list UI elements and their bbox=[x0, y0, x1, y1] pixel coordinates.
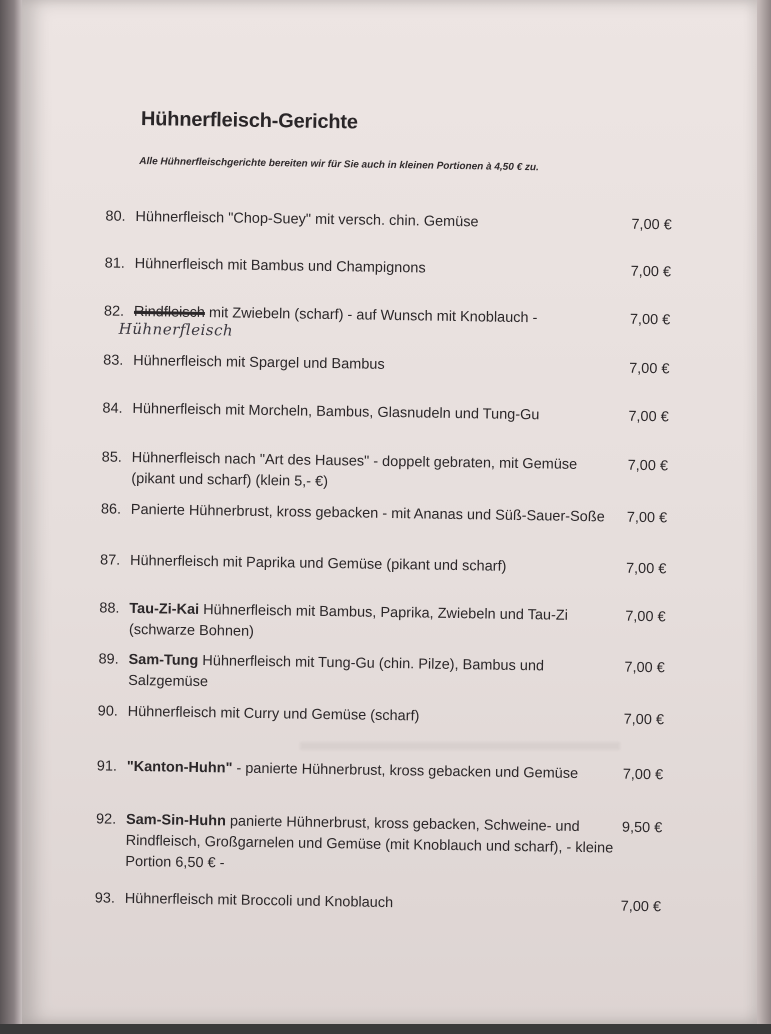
menu-item-84 bbox=[102, 398, 703, 426]
item-description bbox=[132, 399, 624, 428]
item-description bbox=[135, 254, 627, 283]
item-name-bold: "Kanton-Huhn" bbox=[126, 758, 233, 777]
item-name: Panierte Hühnerbrust, kross gebacken - mit Ananas und Süß-Sauer-Soße bbox=[130, 501, 605, 526]
item-description bbox=[130, 551, 622, 580]
item-number: 87. bbox=[99, 552, 121, 569]
item-name: Hühnerfleisch mit Morcheln, Bambus, Glasnudeln und Tung-Gu bbox=[132, 400, 540, 424]
item-name: Hühnerfleisch mit Broccoli und Knoblauch bbox=[124, 890, 394, 912]
item-name: Hühnerfleisch mit Bambus und Champignons bbox=[134, 255, 426, 277]
section-title: Hühnerfleisch-Gerichte bbox=[140, 108, 358, 134]
handwritten-correction: Hühnerfleisch bbox=[118, 319, 234, 340]
item-description bbox=[125, 810, 618, 881]
menu-item-82 bbox=[103, 301, 704, 340]
item-description bbox=[128, 650, 621, 700]
menu-item-90 bbox=[97, 701, 698, 729]
item-price: 7,00 € bbox=[627, 457, 669, 475]
item-description bbox=[129, 599, 622, 649]
item-name-bold: Sam-Sin-Huhn bbox=[125, 811, 227, 830]
menu-item-92 bbox=[95, 809, 696, 872]
item-name: Hühnerfleisch mit Paprika und Gemüse (pikant und scharf) bbox=[129, 552, 507, 575]
item-description bbox=[127, 757, 619, 786]
item-number: 91. bbox=[96, 758, 118, 775]
menu-item-80 bbox=[105, 206, 706, 234]
item-name: Hühnerfleisch nach "Art des Hauses" - doppelt gebraten, mit Gemüse (pikant und scharf) (klein 5,- €) bbox=[131, 449, 578, 490]
item-name: Hühnerfleisch mit Bambus, Paprika, Zwiebeln und Tau-Zi (schwarze Bohnen) bbox=[128, 602, 569, 640]
item-description bbox=[131, 500, 623, 529]
item-price: 7,00 € bbox=[623, 711, 665, 729]
item-name-bold: Sam-Tung bbox=[128, 651, 199, 669]
item-name: Hühnerfleisch "Chop-Suey" mit versch. chin. Gemüse bbox=[135, 208, 479, 231]
item-price: 7,00 € bbox=[624, 659, 665, 677]
menu-item-89 bbox=[98, 649, 699, 691]
section-subtitle: Alle Hühnerfleischgerichte bereiten wir für Sie auch in kleinen Portionen à 4,50 € zu. bbox=[139, 155, 539, 174]
item-price: 7,00 € bbox=[629, 360, 670, 378]
menu-item-81 bbox=[104, 253, 705, 281]
item-name: Hühnerfleisch mit Tung-Gu (chin. Pilze), Bambus und Salzgemüse bbox=[128, 653, 545, 691]
item-price: 7,00 € bbox=[625, 560, 667, 578]
menu-item-87 bbox=[99, 550, 700, 578]
item-name: Hühnerfleisch mit Spargel und Bambus bbox=[133, 352, 385, 373]
item-price: 7,00 € bbox=[625, 608, 666, 626]
menu-item-83 bbox=[103, 350, 703, 378]
menu-item-93 bbox=[94, 888, 695, 916]
item-number: 93. bbox=[94, 890, 116, 907]
item-price: 7,00 € bbox=[630, 263, 672, 281]
item-number: 86. bbox=[100, 501, 122, 518]
item-name: - panierte Hühnerbrust, kross gebacken und Gemüse bbox=[236, 760, 579, 782]
menu-item-91 bbox=[96, 756, 697, 784]
item-price: 7,00 € bbox=[629, 311, 671, 329]
menu-item-86 bbox=[100, 499, 701, 527]
item-description bbox=[128, 702, 620, 731]
item-number: 90. bbox=[97, 703, 119, 720]
item-name: mit Zwiebeln (scharf) - auf Wunsch mit Knoblauch - bbox=[208, 305, 538, 327]
menu-item-88 bbox=[99, 598, 699, 640]
item-price: 9,50 € bbox=[621, 819, 663, 837]
item-description bbox=[131, 448, 624, 498]
item-price: 7,00 € bbox=[620, 898, 662, 916]
item-description bbox=[135, 207, 627, 236]
item-number: 85. bbox=[101, 449, 122, 466]
item-number: 80. bbox=[105, 208, 126, 225]
item-number: 88. bbox=[99, 600, 120, 617]
item-price: 7,00 € bbox=[631, 216, 672, 234]
item-number: 92. bbox=[95, 811, 117, 828]
menu-item-85 bbox=[101, 447, 702, 490]
item-number: 84. bbox=[102, 400, 123, 417]
item-number: 83. bbox=[103, 352, 124, 369]
item-description bbox=[125, 889, 617, 918]
item-price: 7,00 € bbox=[626, 509, 668, 527]
item-number: 81. bbox=[104, 255, 126, 272]
item-name: panierte Hühnerbrust, kross gebacken, Schweine- und Rindfleisch, Großgarnelen und Gemüse (mit Knoblauch und scharf), - kleine Portion 6,50 € - bbox=[125, 813, 614, 872]
item-name: Hühnerfleisch mit Curry und Gemüse (scharf) bbox=[127, 703, 420, 725]
item-price: 7,00 € bbox=[622, 766, 664, 784]
item-description bbox=[133, 351, 625, 380]
item-number: 82. bbox=[103, 303, 125, 320]
item-name-bold: Tau-Zi-Kai bbox=[129, 600, 200, 618]
item-price: 7,00 € bbox=[628, 408, 669, 426]
item-number: 89. bbox=[98, 651, 119, 668]
struck-word: Rindfleisch bbox=[133, 303, 206, 322]
